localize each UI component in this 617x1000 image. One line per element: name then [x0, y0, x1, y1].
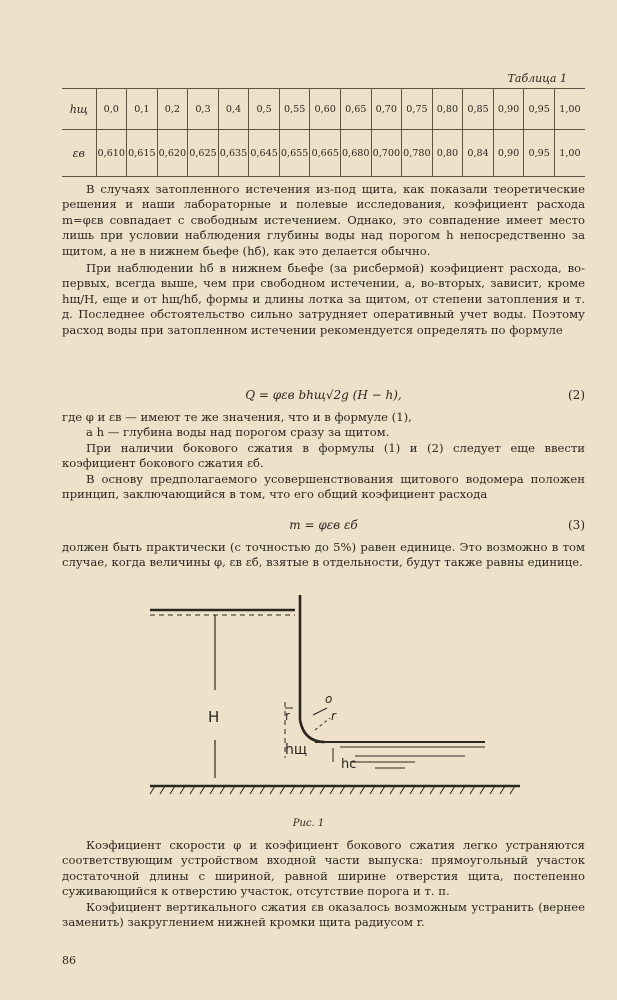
formula-number: (3) — [568, 518, 585, 532]
table-cell: 0,1 — [127, 89, 158, 130]
table-cell: 1,00 — [554, 130, 585, 177]
paragraph: а h — глубина воды над порогом сразу за щитом. — [86, 425, 390, 440]
radius-line — [313, 708, 327, 715]
body-text-block-3 — [62, 540, 585, 571]
table-cell: 0,84 — [463, 130, 494, 177]
label-r2: r — [331, 709, 336, 723]
label-hc: hc — [341, 757, 357, 772]
table-cell: 0,95 — [524, 130, 555, 177]
table-cell: 0,610 — [96, 130, 127, 177]
table-cell: 0,60 — [310, 89, 341, 130]
formula-expression: m = φεв εб — [289, 518, 358, 532]
formula-3 — [62, 518, 585, 536]
body-text-block-1 — [62, 182, 585, 338]
table-caption: Таблица 1 — [507, 72, 567, 85]
table-cell: 0,620 — [157, 130, 188, 177]
table-cell: 0,85 — [463, 89, 494, 130]
table-cell: 0,65 — [341, 89, 372, 130]
table-cell: 0,780 — [402, 130, 433, 177]
table-row-h — [62, 89, 585, 130]
radius-arc — [315, 718, 330, 730]
table-cell: 0,5 — [249, 89, 280, 130]
table-cell: 0,625 — [188, 130, 219, 177]
body-text-block-2 — [62, 410, 585, 502]
table-cell: 0,645 — [249, 130, 280, 177]
table-row-label: hщ — [62, 89, 96, 130]
table-cell: 0,4 — [218, 89, 249, 130]
table-cell: 0,665 — [310, 130, 341, 177]
formula-2 — [62, 388, 585, 406]
table-cell: 1,00 — [554, 89, 585, 130]
paragraph: В случаях затопленного истечения из-под щита, как показали теоретические решения и наши лабораторные и полевые исследования, коэфициент расхода m=φεв совпадает с свободным истечением. Однако, это совпадение имеет место лишь при условии наблюдения глубины воды над порогом h непосредственно за щитом, а не в нижнем бьефе (hб), как это делается обычно. — [62, 182, 585, 258]
label-hsch: hщ — [285, 742, 308, 758]
table-cell: 0,70 — [371, 89, 402, 130]
table-cell: 0,90 — [493, 89, 524, 130]
table-row-label: εв — [62, 130, 96, 177]
paragraph: должен быть практически (с точностью до 5%) равен единице. Это возможно в том случае, когда величины φ, εв εб, взятые в отдельности, будут также равны единице. — [62, 540, 585, 570]
table-cell: 0,95 — [524, 89, 555, 130]
paragraph: Коэфициент вертикального сжатия εв оказалось возможным устранить (вернее заменить) закруглением нижней кромки щита радиусом r. — [62, 899, 585, 930]
table-cell: 0,680 — [341, 130, 372, 177]
label-r: r — [285, 709, 290, 723]
table-cell: 0,55 — [279, 89, 310, 130]
paragraph: где φ и εв — имеют те же значения, что и в формуле (1), — [62, 410, 412, 424]
table-cell: 0,0 — [96, 89, 127, 130]
paragraph: При наличии бокового сжатия в формулы (1) и (2) следует еще ввести коэфициент бокового сжатия εб. — [62, 440, 585, 471]
table-cell: 0,615 — [127, 130, 158, 177]
table-cell: 0,3 — [188, 89, 219, 130]
paragraph: В основу предполагаемого усовершенствования щитового водомера положен принцип, заключающийся в том, что его общий коэфициент расхода — [62, 471, 585, 502]
table-cell: 0,80 — [432, 89, 463, 130]
table-cell: 0,75 — [402, 89, 433, 130]
gate-rounded-edge — [300, 720, 325, 742]
table-cell: 0,2 — [157, 89, 188, 130]
page-number: 86 — [62, 954, 76, 967]
coefficient-table — [62, 88, 585, 177]
figure-caption: Рис. 1 — [292, 818, 325, 829]
table-cell: 0,80 — [432, 130, 463, 177]
formula-number: (2) — [568, 388, 585, 402]
body-text-block-4 — [62, 838, 585, 930]
table-cell: 0,655 — [279, 130, 310, 177]
bottom-hatching — [150, 786, 515, 794]
gate-diagram — [145, 590, 525, 802]
table-cell: 0,635 — [218, 130, 249, 177]
table-row-eps — [62, 130, 585, 177]
paragraph: При наблюдении hб в нижнем бьефе (за рисбермой) коэфициент расхода, во-первых, всегда выше, чем при свободном истечении, а, во-вторых, зависит, кроме hщ/H, еще и от hщ/hб, формы и длины лотка за щитом, от степени затопления и т. д. Последнее обстоятельство сильно затрудняет оперативный учет воды. Поэтому расход воды при затопленном истечении рекомендуется определять по формуле — [62, 261, 585, 337]
label-o: o — [325, 692, 333, 706]
paragraph: Коэфициент скорости φ и коэфициент бокового сжатия легко устраняются соответствующим устройством входной части выпуска: прямоугольный участок достаточной длины с шириной, равной ширине отверстия щита, постепенно суживающийся к отверстию участок, отсутствие порога и т. п. — [62, 838, 585, 899]
table-cell: 0,90 — [493, 130, 524, 177]
table-cell: 0,700 — [371, 130, 402, 177]
formula-expression: Q = φεв bhщ√2g (H − h), — [245, 388, 402, 402]
label-H: H — [208, 708, 220, 726]
